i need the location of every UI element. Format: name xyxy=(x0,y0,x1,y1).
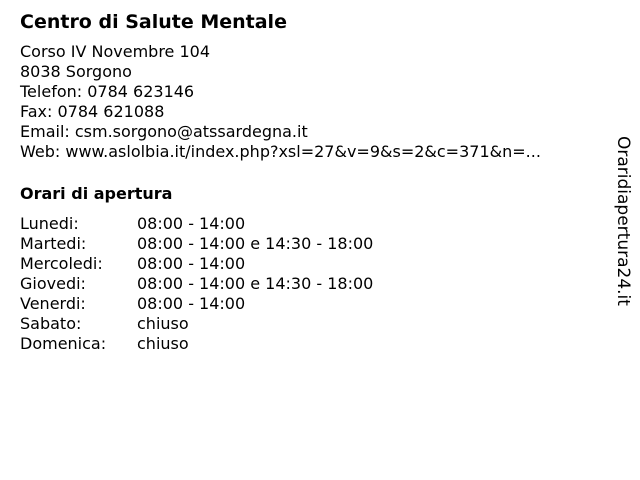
phone-number: Telefon: 0784 623146 xyxy=(20,82,195,101)
hours-day: Martedi: xyxy=(20,234,87,253)
street-address: Corso IV Novembre 104 xyxy=(20,42,211,61)
hours-row-tuesday xyxy=(20,234,610,254)
hours-time: 08:00 - 14:00 e 14:30 - 18:00 xyxy=(137,274,374,293)
hours-row-wednesday xyxy=(20,254,610,274)
hours-day: Sabato: xyxy=(20,314,82,333)
hours-row-saturday xyxy=(20,314,610,334)
site-watermark: Oraridiapertura24.it xyxy=(613,136,633,306)
website-url: Web: www.aslolbia.it/index.php?xsl=27&v=9&s=2&c=371&n=... xyxy=(20,142,541,161)
hours-time: 08:00 - 14:00 xyxy=(137,254,246,273)
hours-row-friday xyxy=(20,294,610,314)
address-block xyxy=(20,42,610,82)
hours-row-monday xyxy=(20,214,610,234)
hours-day: Domenica: xyxy=(20,334,107,353)
listing-card xyxy=(20,10,610,354)
opening-hours-heading: Orari di apertura xyxy=(20,184,173,203)
hours-time: 08:00 - 14:00 e 14:30 - 18:00 xyxy=(137,234,374,253)
fax-number: Fax: 0784 621088 xyxy=(20,102,165,121)
contact-block xyxy=(20,82,610,162)
hours-time: chiuso xyxy=(137,334,189,353)
hours-time: chiuso xyxy=(137,314,189,333)
hours-row-sunday xyxy=(20,334,610,354)
email-address: Email: csm.sorgono@atssardegna.it xyxy=(20,122,308,141)
hours-time: 08:00 - 14:00 xyxy=(137,294,246,313)
hours-day: Venerdi: xyxy=(20,294,86,313)
opening-hours-table xyxy=(20,214,610,354)
hours-day: Mercoledi: xyxy=(20,254,103,273)
hours-day: Lunedi: xyxy=(20,214,79,233)
hours-row-thursday xyxy=(20,274,610,294)
hours-day: Giovedi: xyxy=(20,274,86,293)
city-address: 8038 Sorgono xyxy=(20,62,132,81)
hours-time: 08:00 - 14:00 xyxy=(137,214,246,233)
page-title: Centro di Salute Mentale xyxy=(20,11,287,33)
